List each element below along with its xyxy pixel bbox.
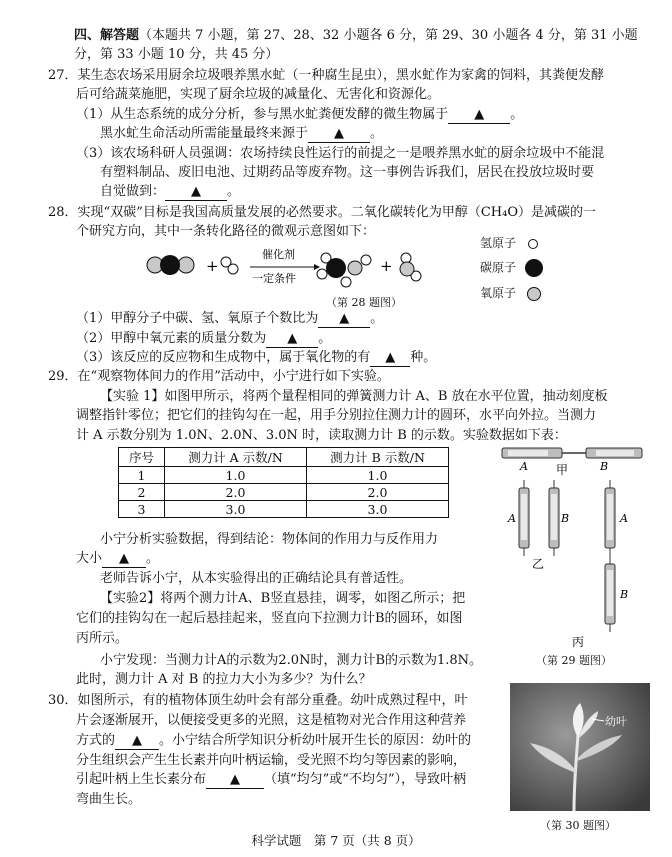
label-a: A bbox=[620, 512, 628, 525]
label-b: B bbox=[620, 588, 629, 601]
q30-line-5: 引起叶柄上生长素分布 ▲ （填“均匀”或“不均匀”），导致叶柄 bbox=[76, 772, 467, 787]
q27-line-1: 27．某生态农场采用厨余垃圾喂养黑水虻（一种腐生昆虫），黑水虻作为家禽的饲料，其粪便发酵 bbox=[48, 68, 605, 83]
q29-line-6: 大小 ▲ 。 bbox=[76, 551, 160, 566]
figure-jia bbox=[502, 448, 642, 477]
table-cell: 1.0 bbox=[307, 467, 449, 484]
label-a: A bbox=[508, 512, 516, 525]
label-b: B bbox=[600, 460, 609, 473]
label-bing: 丙 bbox=[572, 635, 585, 649]
table-cell: 2.0 bbox=[165, 484, 307, 501]
answer-blank[interactable]: ▲ bbox=[102, 550, 146, 568]
table-row bbox=[119, 484, 449, 501]
table-header-cell: 测力计 B 示数/N bbox=[307, 448, 449, 467]
q29-line-2: 【实验 1】如图甲所示，将两个量程相同的弹簧测力计 A、B 放在水平位置，抽动刻度板 bbox=[100, 389, 608, 404]
table-cell: 3.0 bbox=[165, 501, 307, 518]
q29-line-8: 【实验2】将两个测力计A、B竖直悬挂，调零，如图乙所示；把 bbox=[100, 591, 466, 606]
table-cell: 3.0 bbox=[307, 501, 449, 518]
q28-q3-text: （3）该反应的反应物和生成物中，属于氧化物的有 bbox=[76, 350, 371, 365]
force-data-table bbox=[118, 447, 449, 518]
leaf-label: 幼叶 bbox=[605, 715, 627, 728]
q27-line-4: 黑水虻生命活动所需能量最终来源于 ▲ 。 bbox=[100, 126, 384, 141]
q30-line-1: 30．如图所示，有的植物体顶生幼叶会有部分重叠。幼叶成熟过程中，叶 bbox=[48, 693, 468, 708]
table-cell: 2.0 bbox=[307, 484, 449, 501]
q29-line-4: 计 A 示数分别为 1.0N、2.0N、3.0N 时，读取测力计 B 的示数。实验数据如下表： bbox=[76, 428, 567, 443]
q30-blank1-text: 方式的 bbox=[76, 733, 116, 748]
plus-sign: + bbox=[380, 257, 393, 275]
q29-line-7: 老师告诉小宁，从本实验得出的正确结论具有普适性。 bbox=[100, 571, 413, 586]
q30-line-6: 弯曲生长。 bbox=[76, 792, 142, 807]
reaction-diagram bbox=[140, 240, 440, 300]
q29-line-12: 此时，测力计 A 对 B 的拉力大小为多少？为什么？ bbox=[76, 672, 372, 687]
q29-blank-text: 大小 bbox=[76, 551, 103, 566]
fig29-caption: （第 29 题图） bbox=[536, 654, 612, 667]
q29-line-10: 丙所示。 bbox=[76, 631, 129, 646]
section-desc: （本题共 7 小题，第 27、28、32 小题各 6 分，第 29、30 小题各 4 分，第 31 小题 bbox=[139, 28, 638, 43]
section-title: 四、解答题 bbox=[74, 28, 140, 43]
table-row bbox=[119, 501, 449, 518]
fig30-caption: （第 30 题图） bbox=[540, 819, 616, 832]
label-a: A bbox=[520, 460, 528, 473]
legend-oxygen: 氧原子 bbox=[480, 284, 542, 302]
figure-yi bbox=[507, 480, 569, 571]
legend-hydrogen: 氢原子 bbox=[480, 234, 540, 251]
table-header-cell: 序号 bbox=[119, 448, 165, 467]
answer-blank[interactable]: ▲ bbox=[318, 310, 370, 328]
q27-q3-text: 自觉做到： bbox=[100, 184, 166, 199]
answer-blank[interactable]: ▲ bbox=[266, 330, 318, 348]
label-yi: 乙 bbox=[532, 557, 545, 571]
answer-blank[interactable]: ▲ bbox=[308, 125, 370, 143]
q28-q1-text: （1）甲醇分子中碳、氢、氧原子个数比为 bbox=[76, 311, 319, 326]
label-b: B bbox=[561, 512, 570, 525]
q29-line-5: 小宁分析实验数据，得到结论：物体间的作用力与反作用力 bbox=[100, 532, 439, 547]
condition-label: 一定条件 bbox=[252, 272, 296, 285]
q27-line-7: 自觉做到： ▲ 。 bbox=[100, 184, 241, 199]
spring-scale-figure bbox=[500, 440, 650, 680]
q27-q2-text: 黑水虻生命活动所需能量最终来源于 bbox=[100, 126, 309, 141]
q27-line-2: 后可给蔬菜施肥，实现了厨余垃圾的减量化、无害化和资源化。 bbox=[76, 87, 441, 102]
q28-line-1: 28．实现“双碳”目标是我国高质量发展的必然要求。二氧化碳转化为甲醇（CH₄O）是减碳的一 bbox=[48, 205, 596, 220]
q27-line-6: 有塑料制品、废旧电池、过期药品等废弃物。这一事例告诉我们，居民在投放垃圾时要 bbox=[100, 165, 595, 180]
answer-blank[interactable]: ▲ bbox=[206, 771, 264, 789]
q28-line-2: 个研究方向，其中一条转化路径的微观示意图如下： bbox=[76, 224, 376, 239]
seedling-photo bbox=[510, 683, 650, 811]
section-heading bbox=[74, 27, 638, 44]
q28-q2-text: （2）甲醇中氧元素的质量分数为 bbox=[76, 331, 267, 346]
q27-line-3: （1）从生态系统的成分分析，参与黑水虻粪便发酵的微生物属于 ▲ 。 bbox=[76, 107, 524, 122]
table-header-cell: 测力计 A 示数/N bbox=[165, 448, 307, 467]
section-desc-2: 分，第 33 小题 10 分，共 45 分） bbox=[74, 47, 279, 62]
q28-line-3: （1）甲醇分子中碳、氢、氧原子个数比为 ▲ 。 bbox=[76, 311, 384, 326]
q28-line-5: （3）该反应的反应物和生成物中，属于氧化物的有 ▲ 种。 bbox=[76, 350, 437, 365]
answer-blank[interactable]: ▲ bbox=[370, 349, 410, 367]
label-jia: 甲 bbox=[556, 463, 569, 477]
fig28-caption: （第 28 题图） bbox=[326, 296, 402, 309]
q29-line-9: 它们的挂钩勾在一起后悬挂起来，竖直向下拉测力计B的圆环，如图 bbox=[76, 611, 463, 626]
plus-sign: + bbox=[206, 257, 219, 275]
answer-blank[interactable]: ▲ bbox=[165, 183, 227, 201]
catalyst-label: 催化剂 bbox=[262, 248, 295, 261]
q29-line-3: 调整指针零位；把它们的挂钩勾在一起，用手分别拉住测力计的圆环，水平向外拉。当测力 bbox=[76, 408, 597, 423]
table-cell: 1 bbox=[119, 467, 165, 484]
legend-carbon: 碳原子 bbox=[480, 258, 544, 278]
page-footer: 科学试题 第 7 页（共 8 页） bbox=[251, 833, 421, 848]
table-header-row bbox=[119, 448, 449, 467]
q29-line-11: 小宁发现：当测力计A的示数为2.0N时，测力计B的示数为1.8N。 bbox=[100, 653, 483, 668]
table-cell: 2 bbox=[119, 484, 165, 501]
q27-q1-text: （1）从生态系统的成分分析，参与黑水虻粪便发酵的微生物属于 bbox=[76, 107, 449, 122]
q30-line-2: 片会逐渐展开，以便接受更多的光照，这是植物对光合作用这种营养 bbox=[76, 713, 467, 728]
methanol-molecule bbox=[317, 253, 371, 287]
table-cell: 1.0 bbox=[165, 467, 307, 484]
q29-line-1: 29．在“观察物体间力的作用”活动中，小宁进行如下实验。 bbox=[48, 369, 390, 384]
q30-line-3: 方式的 ▲ 。小宁结合所学知识分析幼叶展开生长的原因：幼叶的 bbox=[76, 733, 472, 748]
figure-bing bbox=[572, 480, 628, 649]
q30-blank2-text: 引起叶柄上生长素分布 bbox=[76, 772, 207, 787]
answer-blank[interactable]: ▲ bbox=[115, 732, 159, 750]
co2-molecule bbox=[147, 255, 194, 275]
q28-line-4: （2）甲醇中氧元素的质量分数为 ▲ 。 bbox=[76, 331, 332, 346]
table-cell: 3 bbox=[119, 501, 165, 518]
answer-blank[interactable]: ▲ bbox=[448, 106, 510, 124]
table-row bbox=[119, 467, 449, 484]
h2-molecule bbox=[221, 257, 238, 274]
water-molecule bbox=[400, 253, 421, 281]
q30-line-4: 分生组织会产生生长素并向叶柄运输，受光照不均匀等因素的影响， bbox=[76, 753, 467, 768]
q27-line-5: （3）该农场科研人员强调：农场持续良性运行的前提之一是喂养黑水虻的厨余垃圾中不能混 bbox=[76, 146, 605, 161]
